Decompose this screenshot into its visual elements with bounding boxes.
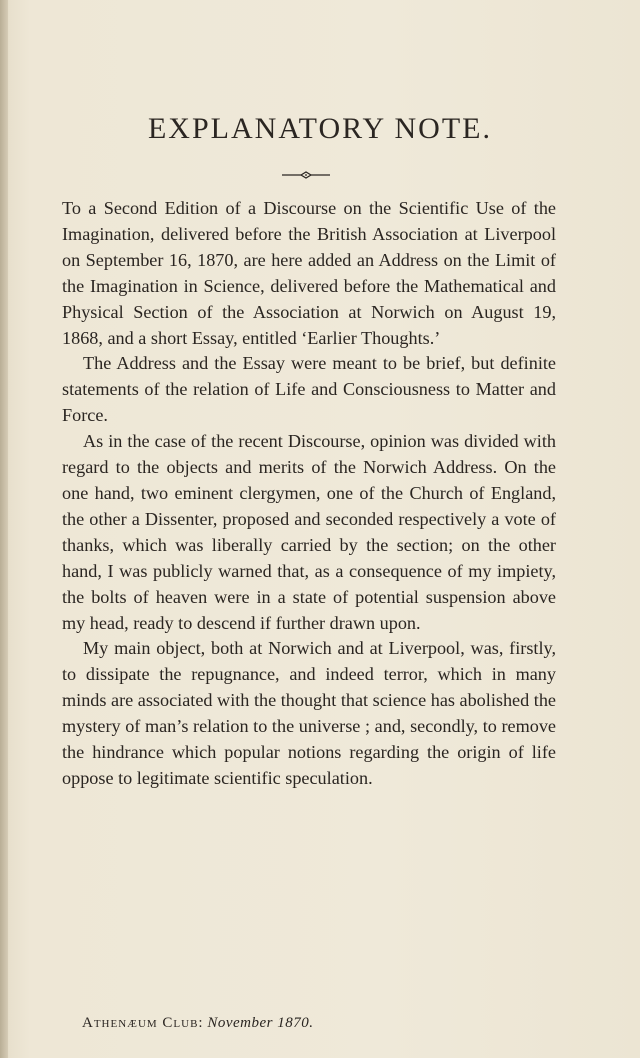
paragraph-3: As in the case of the recent Discourse, opinion was divided with regard to the objects and merits of the Norwich Address. On the one hand, two eminent clergymen, one of the Church of England, the other a Dissenter, proposed and seconded respectively a vote of thanks, which was liberally carried by the section; on the other hand, I was publicly warned that, as a consequence of my impiety, the bolts of heaven were in a state of potential suspension above my head, ready to descend if further drawn upon. (62, 431, 556, 633)
signature-place: Athenæum Club (82, 1015, 199, 1031)
signature-line (82, 1015, 314, 1032)
signature-separator: : (198, 1015, 204, 1031)
page-title: EXPLANATORY NOTE. (147, 112, 492, 145)
signature-date: November 1870. (207, 1015, 314, 1031)
paragraph-2: The Address and the Essay were meant to be brief, but definite statements of the relation of Life and Consciousness to Matter and Force. (62, 353, 556, 426)
body-text (62, 196, 556, 792)
paragraph-4: My main object, both at Norwich and at Liverpool, was, firstly, to dissipate the repugnance, and indeed terror, which in many minds are associated with the thought that science has abolished the mystery of man’s relation to the universe ; and, secondly, to remove the hindrance which popular notions regarding the origin of life oppose to legitimate scientific speculation. (62, 638, 556, 788)
book-spine-shadow (0, 0, 8, 1058)
rule-ornament-icon (282, 170, 330, 180)
paragraph-1: To a Second Edition of a Discourse on the Scientific Use of the Imagination, delivered before the British Association at Liverpool on September 16, 1870, are here added an Address on the Limit of the Imagination in Science, delivered before the Mathematical and Physical Section of the Association at Norwich on August 19, 1868, and a short Essay, entitled ‘Earlier Thoughts.’ (62, 198, 556, 348)
